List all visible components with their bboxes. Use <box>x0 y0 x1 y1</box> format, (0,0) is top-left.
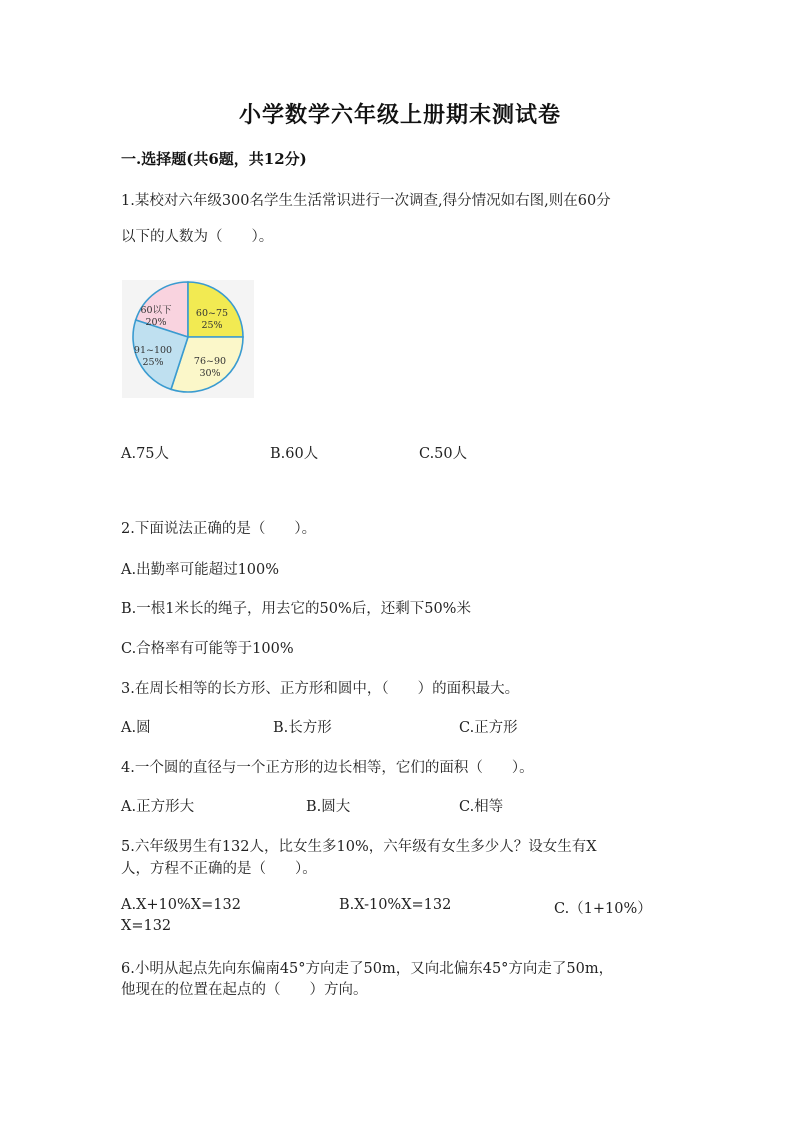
pie-slice-value-label: 30% <box>199 368 221 379</box>
pie-slice-label: 60~75 <box>195 308 229 319</box>
question-4-text: 4.一个圆的直径与一个正方形的边长相等，它们的面积（ ）。 <box>121 760 534 776</box>
question-4-option-a[interactable]: A.正方形大 <box>121 799 195 815</box>
pie-slice-value-label: 25% <box>201 320 223 331</box>
question-3-option-c[interactable]: C.正方形 <box>459 720 518 736</box>
pie-slice-value-label: 25% <box>142 357 164 368</box>
question-2-text: 2.下面说法正确的是（ ）。 <box>121 521 317 537</box>
question-5-option-c-cont: X=132 <box>121 918 172 934</box>
pie-slice-label: 91~100 <box>133 345 173 356</box>
question-4-option-c[interactable]: C.相等 <box>459 799 504 815</box>
question-3-option-a[interactable]: A.圆 <box>121 720 151 736</box>
pie-chart <box>122 280 254 398</box>
question-1-option-c[interactable]: C.50人 <box>419 446 468 462</box>
question-1-text-cont: 以下的人数为（ ）。 <box>121 229 274 245</box>
pie-slice-value-label: 20% <box>145 317 167 328</box>
question-5-option-a[interactable]: A.X+10%X=132 <box>121 897 241 913</box>
question-2-option-b[interactable]: B.一根1米长的绳子，用去它的50%后，还剩下50%米 <box>121 601 471 617</box>
question-6-text-cont: 他现在的位置在起点的（ ）方向。 <box>121 982 368 998</box>
question-3-text: 3.在周长相等的长方形、正方形和圆中，（ ）的面积最大。 <box>121 681 520 697</box>
question-3-option-b[interactable]: B.长方形 <box>273 720 332 736</box>
section-heading: 一.选择题(共6题，共12分) <box>121 150 307 168</box>
question-1-text: 1.某校对六年级300名学生生活常识进行一次调查,得分情况如右图,则在60分 <box>121 193 611 209</box>
pie-chart-svg <box>122 280 254 398</box>
page-title: 小学数学六年级上册期末测试卷 <box>238 102 561 128</box>
question-1-option-b[interactable]: B.60人 <box>270 446 319 462</box>
pie-slice-label: 76~90 <box>193 356 227 367</box>
question-5-option-c[interactable]: C.（1+10%） <box>554 901 652 917</box>
question-2-option-c[interactable]: C.合格率有可能等于100% <box>121 641 294 657</box>
question-1-option-a[interactable]: A.75人 <box>121 446 170 462</box>
question-5-text-cont: 人，方程不正确的是（ ）。 <box>121 861 317 877</box>
question-5-text: 5.六年级男生有132人，比女生多10%，六年级有女生多少人？设女生有X <box>121 839 597 855</box>
question-2-option-a[interactable]: A.出勤率可能超过100% <box>121 562 280 578</box>
question-6-text: 6.小明从起点先向东偏南45°方向走了50m，又向北偏东45°方向走了50m， <box>121 961 614 977</box>
question-4-option-b[interactable]: B.圆大 <box>306 799 351 815</box>
pie-slice-label: 60以下 <box>140 305 172 316</box>
question-5-option-b[interactable]: B.X-10%X=132 <box>339 897 452 913</box>
